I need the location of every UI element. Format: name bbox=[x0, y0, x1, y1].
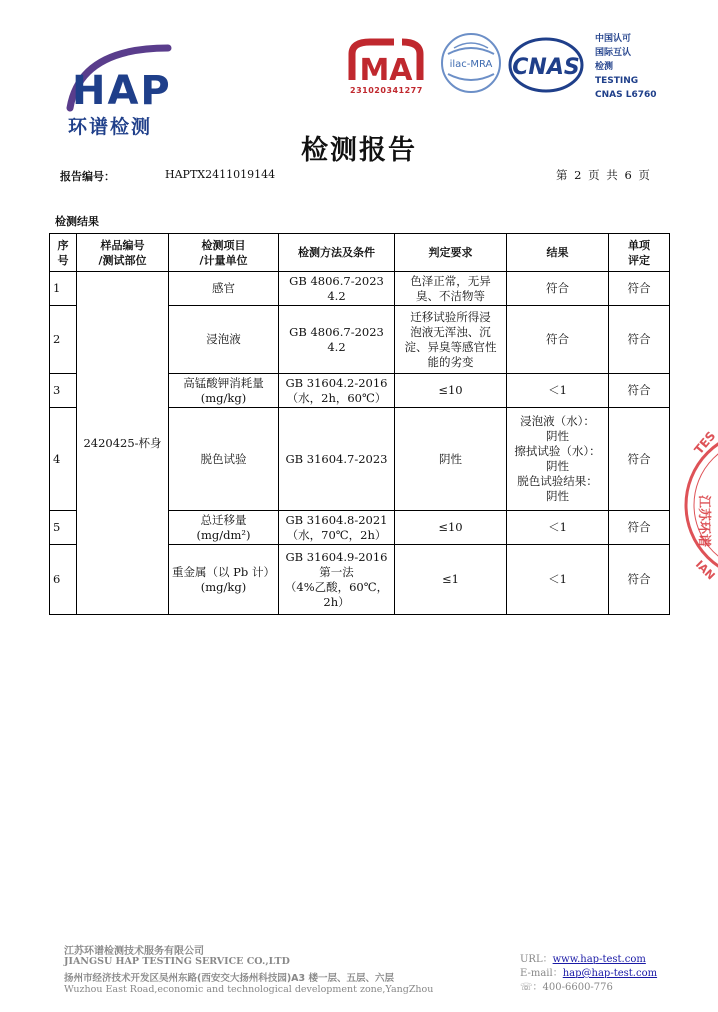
cell-line: 符合 bbox=[546, 332, 569, 346]
svg-text:江苏环谱: 江苏环谱 bbox=[696, 495, 711, 548]
table-header-row bbox=[50, 234, 670, 272]
cnas-logo bbox=[508, 36, 584, 94]
row-number: 3 bbox=[50, 374, 77, 408]
column-header-line: 样品编号 bbox=[100, 238, 145, 252]
column-header bbox=[507, 234, 609, 272]
row-number: 2 bbox=[50, 306, 77, 374]
ilac-text: ilac-MRA bbox=[449, 59, 493, 70]
cell-line: GB 31604.9-2016 bbox=[285, 549, 388, 564]
cell-line: 感官 bbox=[212, 281, 235, 295]
page-info: 第 2 页 共 6 页 bbox=[556, 168, 650, 182]
cnas-text: CNAS bbox=[512, 55, 580, 80]
sample-id: 2420425-杯身 bbox=[77, 272, 169, 615]
result bbox=[507, 408, 609, 511]
test-method bbox=[279, 272, 395, 306]
row-number: 5 bbox=[50, 511, 77, 545]
cell-line: 总迁移量 bbox=[200, 512, 247, 527]
cell-line: 阴性 bbox=[546, 429, 569, 443]
svg-text:TES: TES bbox=[691, 428, 718, 457]
phone-icon: ☏ bbox=[520, 982, 533, 993]
test-item bbox=[169, 306, 279, 374]
result bbox=[507, 306, 609, 374]
logo-subtitle: 环谱检测 bbox=[68, 116, 153, 138]
cell-line: 阴性 bbox=[546, 489, 569, 503]
url-label: URL： bbox=[520, 954, 553, 965]
cell-line: 浸泡液 bbox=[206, 332, 241, 346]
requirement bbox=[395, 408, 507, 511]
result bbox=[507, 511, 609, 545]
cell-line: （4%乙酸，60℃， bbox=[284, 579, 389, 594]
test-method bbox=[279, 511, 395, 545]
test-item bbox=[169, 374, 279, 408]
cnas-line: 检测 bbox=[595, 62, 614, 72]
phone-number: ：400-6600-776 bbox=[532, 982, 613, 993]
cell-line: GB 4806.7-2023 bbox=[289, 324, 384, 339]
test-item bbox=[169, 408, 279, 511]
email-link[interactable]: hap@hap-test.com bbox=[562, 968, 658, 979]
cell-line: 第一法 bbox=[319, 564, 354, 579]
cell-line: GB 31604.7-2023 bbox=[285, 451, 388, 466]
column-header-line: 检测项目 bbox=[201, 238, 246, 252]
test-item bbox=[169, 272, 279, 306]
column-header-line: 检测方法及条件 bbox=[298, 246, 375, 259]
footer-address-en: Wuzhou East Road,economic and technological development zone,YangZhou bbox=[64, 984, 434, 995]
evaluation: 符合 bbox=[609, 545, 670, 615]
cell-line: ＜1 bbox=[548, 520, 567, 534]
row-number: 1 bbox=[50, 272, 77, 306]
svg-text:IAN: IAN bbox=[692, 557, 718, 583]
cell-line: 色泽正常，无异 bbox=[410, 273, 491, 288]
cell-line: （水，2h，60℃） bbox=[286, 390, 387, 405]
cell-line: 4.2 bbox=[327, 288, 346, 303]
footer-company-cn: 江苏环谱检测技术服务有限公司 bbox=[64, 946, 204, 957]
footer-company-en: JIANGSU HAP TESTING SERVICE CO.,LTD bbox=[64, 956, 290, 967]
cell-line: 2h） bbox=[323, 594, 350, 609]
cma-text: MA bbox=[359, 53, 413, 88]
footer-address-cn: 扬州市经济技术开发区吴州东路(西安交大扬州科技园)A3 楼一层、五层、六层 bbox=[64, 973, 394, 984]
cnas-line: 中国认可 bbox=[595, 34, 632, 44]
column-header-line: 结果 bbox=[546, 246, 569, 259]
url-link[interactable]: www.hap-test.com bbox=[552, 954, 646, 965]
test-method bbox=[279, 374, 395, 408]
cell-line: 阴性 bbox=[546, 459, 569, 473]
evaluation: 符合 bbox=[609, 272, 670, 306]
column-header-line: /计量单位 bbox=[199, 253, 248, 267]
requirement bbox=[395, 545, 507, 615]
cnas-line: 国际互认 bbox=[595, 48, 632, 58]
cma-number: 231020341277 bbox=[350, 86, 423, 95]
column-header-line: /测试部位 bbox=[98, 253, 147, 267]
ilac-mra-logo bbox=[440, 32, 502, 94]
cell-line: (mg/kg) bbox=[200, 579, 247, 594]
cell-line: (mg/kg) bbox=[200, 390, 247, 405]
evaluation: 符合 bbox=[609, 408, 670, 511]
column-header-line: 号 bbox=[57, 253, 69, 267]
cell-line: （水，70℃，2h） bbox=[286, 527, 387, 542]
evaluation: 符合 bbox=[609, 306, 670, 374]
cell-line: 脱色试验结果： bbox=[517, 474, 598, 488]
cell-line: GB 4806.7-2023 bbox=[289, 273, 384, 288]
cell-line: ≤10 bbox=[438, 520, 463, 534]
column-header-line: 单项 bbox=[628, 238, 650, 252]
cell-line: 阴性 bbox=[439, 451, 462, 466]
cell-line: 擦拭试验（水）： bbox=[514, 444, 601, 458]
requirement bbox=[395, 511, 507, 545]
row-number: 4 bbox=[50, 408, 77, 511]
cell-line: 符合 bbox=[546, 281, 569, 295]
cell-line: 淀、异臭等感官性 bbox=[404, 339, 497, 354]
cnas-line: TESTING bbox=[595, 76, 639, 86]
cell-line: 高锰酸钾消耗量 bbox=[183, 375, 264, 390]
cell-line: ≤1 bbox=[442, 572, 459, 586]
cnas-line: CNAS L6760 bbox=[595, 90, 657, 100]
cell-line: GB 31604.2-2016 bbox=[285, 375, 388, 390]
report-number-value: HAPTX2411019144 bbox=[165, 168, 276, 181]
column-header bbox=[77, 234, 169, 272]
footer-email bbox=[520, 964, 657, 979]
seal-stamp bbox=[680, 425, 718, 585]
section-title: 检测结果 bbox=[55, 215, 99, 228]
cell-line: ＜1 bbox=[548, 383, 567, 397]
column-header bbox=[395, 234, 507, 272]
test-item bbox=[169, 511, 279, 545]
column-header bbox=[609, 234, 670, 272]
cell-line: 泡液无浑浊、沉 bbox=[410, 324, 491, 339]
cell-line: 脱色试验 bbox=[200, 451, 247, 466]
row-number: 6 bbox=[50, 545, 77, 615]
column-header bbox=[50, 234, 77, 272]
requirement bbox=[395, 272, 507, 306]
logo-letters: HAP bbox=[72, 68, 172, 114]
test-method bbox=[279, 306, 395, 374]
evaluation: 符合 bbox=[609, 374, 670, 408]
cell-line: 重金属（以 Pb 计） bbox=[172, 564, 275, 579]
column-header-line: 评定 bbox=[628, 253, 650, 267]
test-method bbox=[279, 545, 395, 615]
cell-line: ≤10 bbox=[438, 383, 463, 397]
cell-line: 能的劣变 bbox=[427, 354, 474, 369]
results-table bbox=[49, 233, 670, 615]
cnas-caption bbox=[595, 32, 657, 102]
column-header bbox=[169, 234, 279, 272]
footer-phone bbox=[520, 978, 613, 993]
cell-line: ＜1 bbox=[548, 572, 567, 586]
test-item bbox=[169, 545, 279, 615]
cell-line: 迁移试验所得浸 bbox=[410, 309, 491, 324]
result bbox=[507, 545, 609, 615]
page-title: 检测报告 bbox=[301, 135, 417, 166]
result bbox=[507, 272, 609, 306]
report-number-label: 报告编号： bbox=[60, 170, 115, 183]
table-body bbox=[50, 272, 670, 615]
footer-url bbox=[520, 950, 646, 965]
result bbox=[507, 374, 609, 408]
requirement bbox=[395, 374, 507, 408]
column-header-line: 判定要求 bbox=[428, 246, 473, 259]
email-label: E-mail： bbox=[520, 968, 563, 979]
cell-line: 4.2 bbox=[327, 339, 346, 354]
table-row bbox=[50, 272, 670, 306]
cell-line: (mg/dm²) bbox=[196, 527, 251, 542]
column-header bbox=[279, 234, 395, 272]
cell-line: 臭、不洁物等 bbox=[416, 288, 485, 303]
requirement bbox=[395, 306, 507, 374]
cell-line: 浸泡液（水）： bbox=[520, 414, 595, 428]
evaluation: 符合 bbox=[609, 511, 670, 545]
test-method bbox=[279, 408, 395, 511]
column-header-line: 序 bbox=[57, 238, 69, 252]
cell-line: GB 31604.8-2021 bbox=[285, 512, 388, 527]
